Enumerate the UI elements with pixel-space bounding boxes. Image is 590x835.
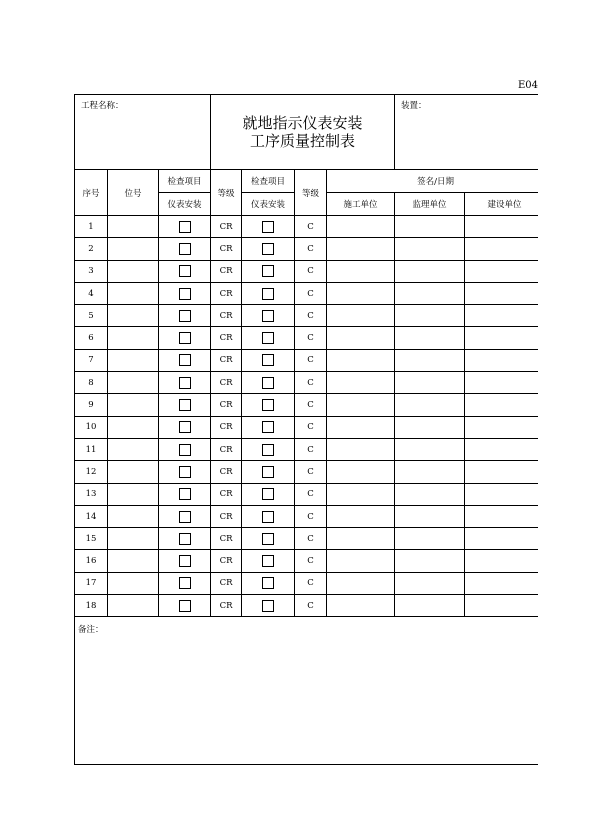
position-cell[interactable] [108, 327, 159, 349]
checkbox-icon[interactable] [179, 533, 191, 545]
contractor-sign-cell[interactable] [327, 416, 395, 438]
owner-sign-cell[interactable] [465, 438, 538, 460]
remarks-label: 备注： [78, 625, 104, 636]
supervisor-sign-cell[interactable] [395, 349, 465, 371]
checkbox-icon[interactable] [262, 555, 274, 567]
install-check-cell-1[interactable] [159, 438, 211, 460]
owner-sign-cell[interactable] [465, 282, 538, 304]
grade-cell-2: C [295, 327, 327, 349]
supervisor-sign-cell[interactable] [395, 550, 465, 572]
position-cell[interactable] [108, 595, 159, 617]
contractor-sign-cell[interactable] [327, 461, 395, 483]
position-cell[interactable] [108, 505, 159, 527]
document-code: E04 [518, 80, 538, 91]
checkbox-icon[interactable] [262, 421, 274, 433]
row-number: 16 [75, 550, 108, 572]
table-row [75, 572, 539, 594]
row-number: 15 [75, 528, 108, 550]
contractor-sign-cell[interactable] [327, 216, 395, 238]
checkbox-icon[interactable] [179, 354, 191, 366]
grade-cell-1: CR [211, 416, 242, 438]
install-check-cell-2[interactable] [242, 572, 295, 594]
checkbox-icon[interactable] [179, 466, 191, 478]
checkbox-icon[interactable] [179, 577, 191, 589]
checkbox-icon[interactable] [179, 288, 191, 300]
remarks-row [75, 617, 539, 765]
position-cell[interactable] [108, 550, 159, 572]
checkbox-icon[interactable] [262, 488, 274, 500]
grade-header-2: 等级 [295, 170, 327, 216]
grade-cell-1: CR [211, 260, 242, 282]
grade-cell-1: CR [211, 216, 242, 238]
install-check-cell-1[interactable] [159, 238, 211, 260]
table-row [75, 282, 539, 304]
install-check-cell-1[interactable] [159, 528, 211, 550]
owner-sign-cell[interactable] [465, 416, 538, 438]
owner-sign-cell[interactable] [465, 572, 538, 594]
install-check-cell-2[interactable] [242, 238, 295, 260]
checkbox-icon[interactable] [179, 421, 191, 433]
supervisor-sign-cell[interactable] [395, 260, 465, 282]
position-cell[interactable] [108, 416, 159, 438]
grade-cell-2: C [295, 438, 327, 460]
install-check-cell-1[interactable] [159, 572, 211, 594]
table-row [75, 505, 539, 527]
install-check-cell-1[interactable] [159, 327, 211, 349]
supervisor-sign-cell[interactable] [395, 528, 465, 550]
checkbox-icon[interactable] [262, 511, 274, 523]
grade-cell-2: C [295, 394, 327, 416]
install-check-cell-1[interactable] [159, 550, 211, 572]
table-row [75, 528, 539, 550]
row-number: 4 [75, 282, 108, 304]
checkbox-icon[interactable] [262, 399, 274, 411]
install-check-cell-2[interactable] [242, 528, 295, 550]
row-number: 13 [75, 483, 108, 505]
checkbox-icon[interactable] [262, 221, 274, 233]
grade-cell-2: C [295, 282, 327, 304]
owner-sign-cell[interactable] [465, 550, 538, 572]
checkbox-icon[interactable] [179, 600, 191, 612]
contractor-sign-cell[interactable] [327, 572, 395, 594]
checkbox-icon[interactable] [179, 332, 191, 344]
contractor-sign-cell[interactable] [327, 394, 395, 416]
row-number: 8 [75, 372, 108, 394]
grade-cell-1: CR [211, 528, 242, 550]
table-row [75, 216, 539, 238]
grade-cell-1: CR [211, 550, 242, 572]
install-check-cell-2[interactable] [242, 282, 295, 304]
install-check-cell-2[interactable] [242, 416, 295, 438]
owner-sign-cell[interactable] [465, 216, 538, 238]
position-cell[interactable] [108, 572, 159, 594]
install-check-cell-2[interactable] [242, 438, 295, 460]
checkbox-icon[interactable] [179, 399, 191, 411]
grade-cell-2: C [295, 260, 327, 282]
grade-cell-1: CR [211, 438, 242, 460]
install-check-cell-1[interactable] [159, 282, 211, 304]
remarks-cell[interactable] [75, 617, 539, 765]
row-number: 1 [75, 216, 108, 238]
header-row [75, 95, 539, 170]
contractor-sign-cell[interactable] [327, 595, 395, 617]
position-cell[interactable] [108, 216, 159, 238]
checkbox-icon[interactable] [179, 243, 191, 255]
table-row [75, 394, 539, 416]
install-check-cell-2[interactable] [242, 394, 295, 416]
checkbox-icon[interactable] [179, 377, 191, 389]
owner-sign-cell[interactable] [465, 461, 538, 483]
install-header-2: 仪表安装 [242, 193, 295, 216]
supervisor-header: 监理单位 [395, 193, 465, 216]
grade-cell-2: C [295, 461, 327, 483]
table-row [75, 550, 539, 572]
position-cell[interactable] [108, 438, 159, 460]
checkbox-icon[interactable] [262, 288, 274, 300]
install-check-cell-1[interactable] [159, 394, 211, 416]
checkbox-icon[interactable] [262, 444, 274, 456]
grade-cell-2: C [295, 238, 327, 260]
install-check-cell-1[interactable] [159, 416, 211, 438]
row-number: 2 [75, 238, 108, 260]
supervisor-sign-cell[interactable] [395, 572, 465, 594]
position-cell[interactable] [108, 238, 159, 260]
checkbox-icon[interactable] [179, 221, 191, 233]
position-cell[interactable] [108, 461, 159, 483]
checkbox-icon[interactable] [179, 555, 191, 567]
position-header: 位号 [108, 170, 159, 216]
position-cell[interactable] [108, 528, 159, 550]
install-check-cell-2[interactable] [242, 216, 295, 238]
owner-sign-cell[interactable] [465, 260, 538, 282]
install-check-cell-2[interactable] [242, 505, 295, 527]
form-title [211, 95, 395, 170]
grade-cell-2: C [295, 595, 327, 617]
table-row [75, 327, 539, 349]
checkbox-icon[interactable] [262, 577, 274, 589]
grade-cell-1: CR [211, 483, 242, 505]
supervisor-sign-cell[interactable] [395, 505, 465, 527]
grade-cell-1: CR [211, 394, 242, 416]
grade-cell-1: CR [211, 327, 242, 349]
checkbox-icon[interactable] [262, 533, 274, 545]
install-check-cell-1[interactable] [159, 505, 211, 527]
grade-cell-2: C [295, 505, 327, 527]
table-row [75, 349, 539, 371]
row-number: 10 [75, 416, 108, 438]
install-check-cell-2[interactable] [242, 349, 295, 371]
install-check-cell-2[interactable] [242, 305, 295, 327]
quality-control-form [74, 94, 538, 765]
form-table [74, 94, 538, 765]
column-header-row-1 [75, 170, 539, 193]
contractor-header: 施工单位 [327, 193, 395, 216]
supervisor-sign-cell[interactable] [395, 595, 465, 617]
checkbox-icon[interactable] [179, 488, 191, 500]
position-cell[interactable] [108, 483, 159, 505]
checkbox-icon[interactable] [179, 511, 191, 523]
table-row [75, 416, 539, 438]
owner-sign-cell[interactable] [465, 528, 538, 550]
contractor-sign-cell[interactable] [327, 550, 395, 572]
check-item-header-2: 检查项目 [242, 170, 295, 193]
contractor-sign-cell[interactable] [327, 305, 395, 327]
grade-cell-2: C [295, 216, 327, 238]
grade-cell-1: CR [211, 461, 242, 483]
seq-header: 序号 [75, 170, 108, 216]
install-check-cell-1[interactable] [159, 372, 211, 394]
row-number: 14 [75, 505, 108, 527]
contractor-sign-cell[interactable] [327, 260, 395, 282]
row-number: 3 [75, 260, 108, 282]
install-check-cell-1[interactable] [159, 461, 211, 483]
sign-date-header: 签名/日期 [327, 170, 538, 193]
install-check-cell-1[interactable] [159, 595, 211, 617]
install-check-cell-2[interactable] [242, 461, 295, 483]
checkbox-icon[interactable] [262, 354, 274, 366]
supervisor-sign-cell[interactable] [395, 327, 465, 349]
checkbox-icon[interactable] [262, 243, 274, 255]
row-number: 5 [75, 305, 108, 327]
position-cell[interactable] [108, 372, 159, 394]
position-cell[interactable] [108, 305, 159, 327]
grade-cell-1: CR [211, 372, 242, 394]
row-number: 18 [75, 595, 108, 617]
table-row [75, 595, 539, 617]
table-row [75, 238, 539, 260]
check-item-header-1: 检查项目 [159, 170, 211, 193]
contractor-sign-cell[interactable] [327, 372, 395, 394]
contractor-sign-cell[interactable] [327, 528, 395, 550]
checkbox-icon[interactable] [179, 444, 191, 456]
contractor-sign-cell[interactable] [327, 282, 395, 304]
position-cell[interactable] [108, 394, 159, 416]
grade-cell-1: CR [211, 238, 242, 260]
project-name-label: 工程名称： [75, 95, 211, 170]
grade-cell-1: CR [211, 572, 242, 594]
row-number: 6 [75, 327, 108, 349]
table-row [75, 260, 539, 282]
supervisor-sign-cell[interactable] [395, 394, 465, 416]
row-number: 7 [75, 349, 108, 371]
grade-cell-2: C [295, 572, 327, 594]
owner-header: 建设单位 [465, 193, 538, 216]
grade-cell-2: C [295, 528, 327, 550]
grade-cell-2: C [295, 349, 327, 371]
checkbox-icon[interactable] [262, 466, 274, 478]
checkbox-icon[interactable] [262, 600, 274, 612]
device-label: 装置： [395, 95, 538, 170]
install-check-cell-2[interactable] [242, 550, 295, 572]
table-row [75, 461, 539, 483]
title-line-2: 工序质量控制表 [250, 132, 356, 150]
table-row [75, 372, 539, 394]
position-cell[interactable] [108, 260, 159, 282]
contractor-sign-cell[interactable] [327, 438, 395, 460]
supervisor-sign-cell[interactable] [395, 305, 465, 327]
row-number: 17 [75, 572, 108, 594]
grade-cell-1: CR [211, 505, 242, 527]
row-number: 9 [75, 394, 108, 416]
rows-body [75, 216, 539, 617]
checkbox-icon[interactable] [262, 332, 274, 344]
grade-cell-2: C [295, 550, 327, 572]
owner-sign-cell[interactable] [465, 238, 538, 260]
install-check-cell-1[interactable] [159, 260, 211, 282]
contractor-sign-cell[interactable] [327, 349, 395, 371]
grade-cell-1: CR [211, 595, 242, 617]
install-check-cell-1[interactable] [159, 483, 211, 505]
owner-sign-cell[interactable] [465, 394, 538, 416]
install-check-cell-1[interactable] [159, 349, 211, 371]
owner-sign-cell[interactable] [465, 305, 538, 327]
position-cell[interactable] [108, 282, 159, 304]
row-number: 11 [75, 438, 108, 460]
owner-sign-cell[interactable] [465, 349, 538, 371]
checkbox-icon[interactable] [179, 265, 191, 277]
grade-cell-1: CR [211, 305, 242, 327]
install-check-cell-2[interactable] [242, 260, 295, 282]
grade-header-1: 等级 [211, 170, 242, 216]
grade-cell-2: C [295, 416, 327, 438]
install-check-cell-2[interactable] [242, 483, 295, 505]
supervisor-sign-cell[interactable] [395, 282, 465, 304]
install-check-cell-1[interactable] [159, 216, 211, 238]
owner-sign-cell[interactable] [465, 372, 538, 394]
owner-sign-cell[interactable] [465, 595, 538, 617]
install-check-cell-2[interactable] [242, 327, 295, 349]
grade-cell-1: CR [211, 349, 242, 371]
supervisor-sign-cell[interactable] [395, 216, 465, 238]
contractor-sign-cell[interactable] [327, 483, 395, 505]
contractor-sign-cell[interactable] [327, 505, 395, 527]
grade-cell-2: C [295, 305, 327, 327]
supervisor-sign-cell[interactable] [395, 416, 465, 438]
grade-cell-2: C [295, 372, 327, 394]
position-cell[interactable] [108, 349, 159, 371]
owner-sign-cell[interactable] [465, 483, 538, 505]
supervisor-sign-cell[interactable] [395, 461, 465, 483]
checkbox-icon[interactable] [179, 310, 191, 322]
supervisor-sign-cell[interactable] [395, 483, 465, 505]
supervisor-sign-cell[interactable] [395, 238, 465, 260]
grade-cell-1: CR [211, 282, 242, 304]
table-row [75, 305, 539, 327]
owner-sign-cell[interactable] [465, 505, 538, 527]
checkbox-icon[interactable] [262, 265, 274, 277]
grade-cell-2: C [295, 483, 327, 505]
install-check-cell-2[interactable] [242, 595, 295, 617]
table-row [75, 438, 539, 460]
checkbox-icon[interactable] [262, 377, 274, 389]
supervisor-sign-cell[interactable] [395, 372, 465, 394]
contractor-sign-cell[interactable] [327, 327, 395, 349]
checkbox-icon[interactable] [262, 310, 274, 322]
install-check-cell-1[interactable] [159, 305, 211, 327]
install-check-cell-2[interactable] [242, 372, 295, 394]
install-header-1: 仪表安装 [159, 193, 211, 216]
owner-sign-cell[interactable] [465, 327, 538, 349]
table-row [75, 483, 539, 505]
supervisor-sign-cell[interactable] [395, 438, 465, 460]
title-line-1: 就地指示仪表安装 [242, 114, 363, 132]
row-number: 12 [75, 461, 108, 483]
contractor-sign-cell[interactable] [327, 238, 395, 260]
